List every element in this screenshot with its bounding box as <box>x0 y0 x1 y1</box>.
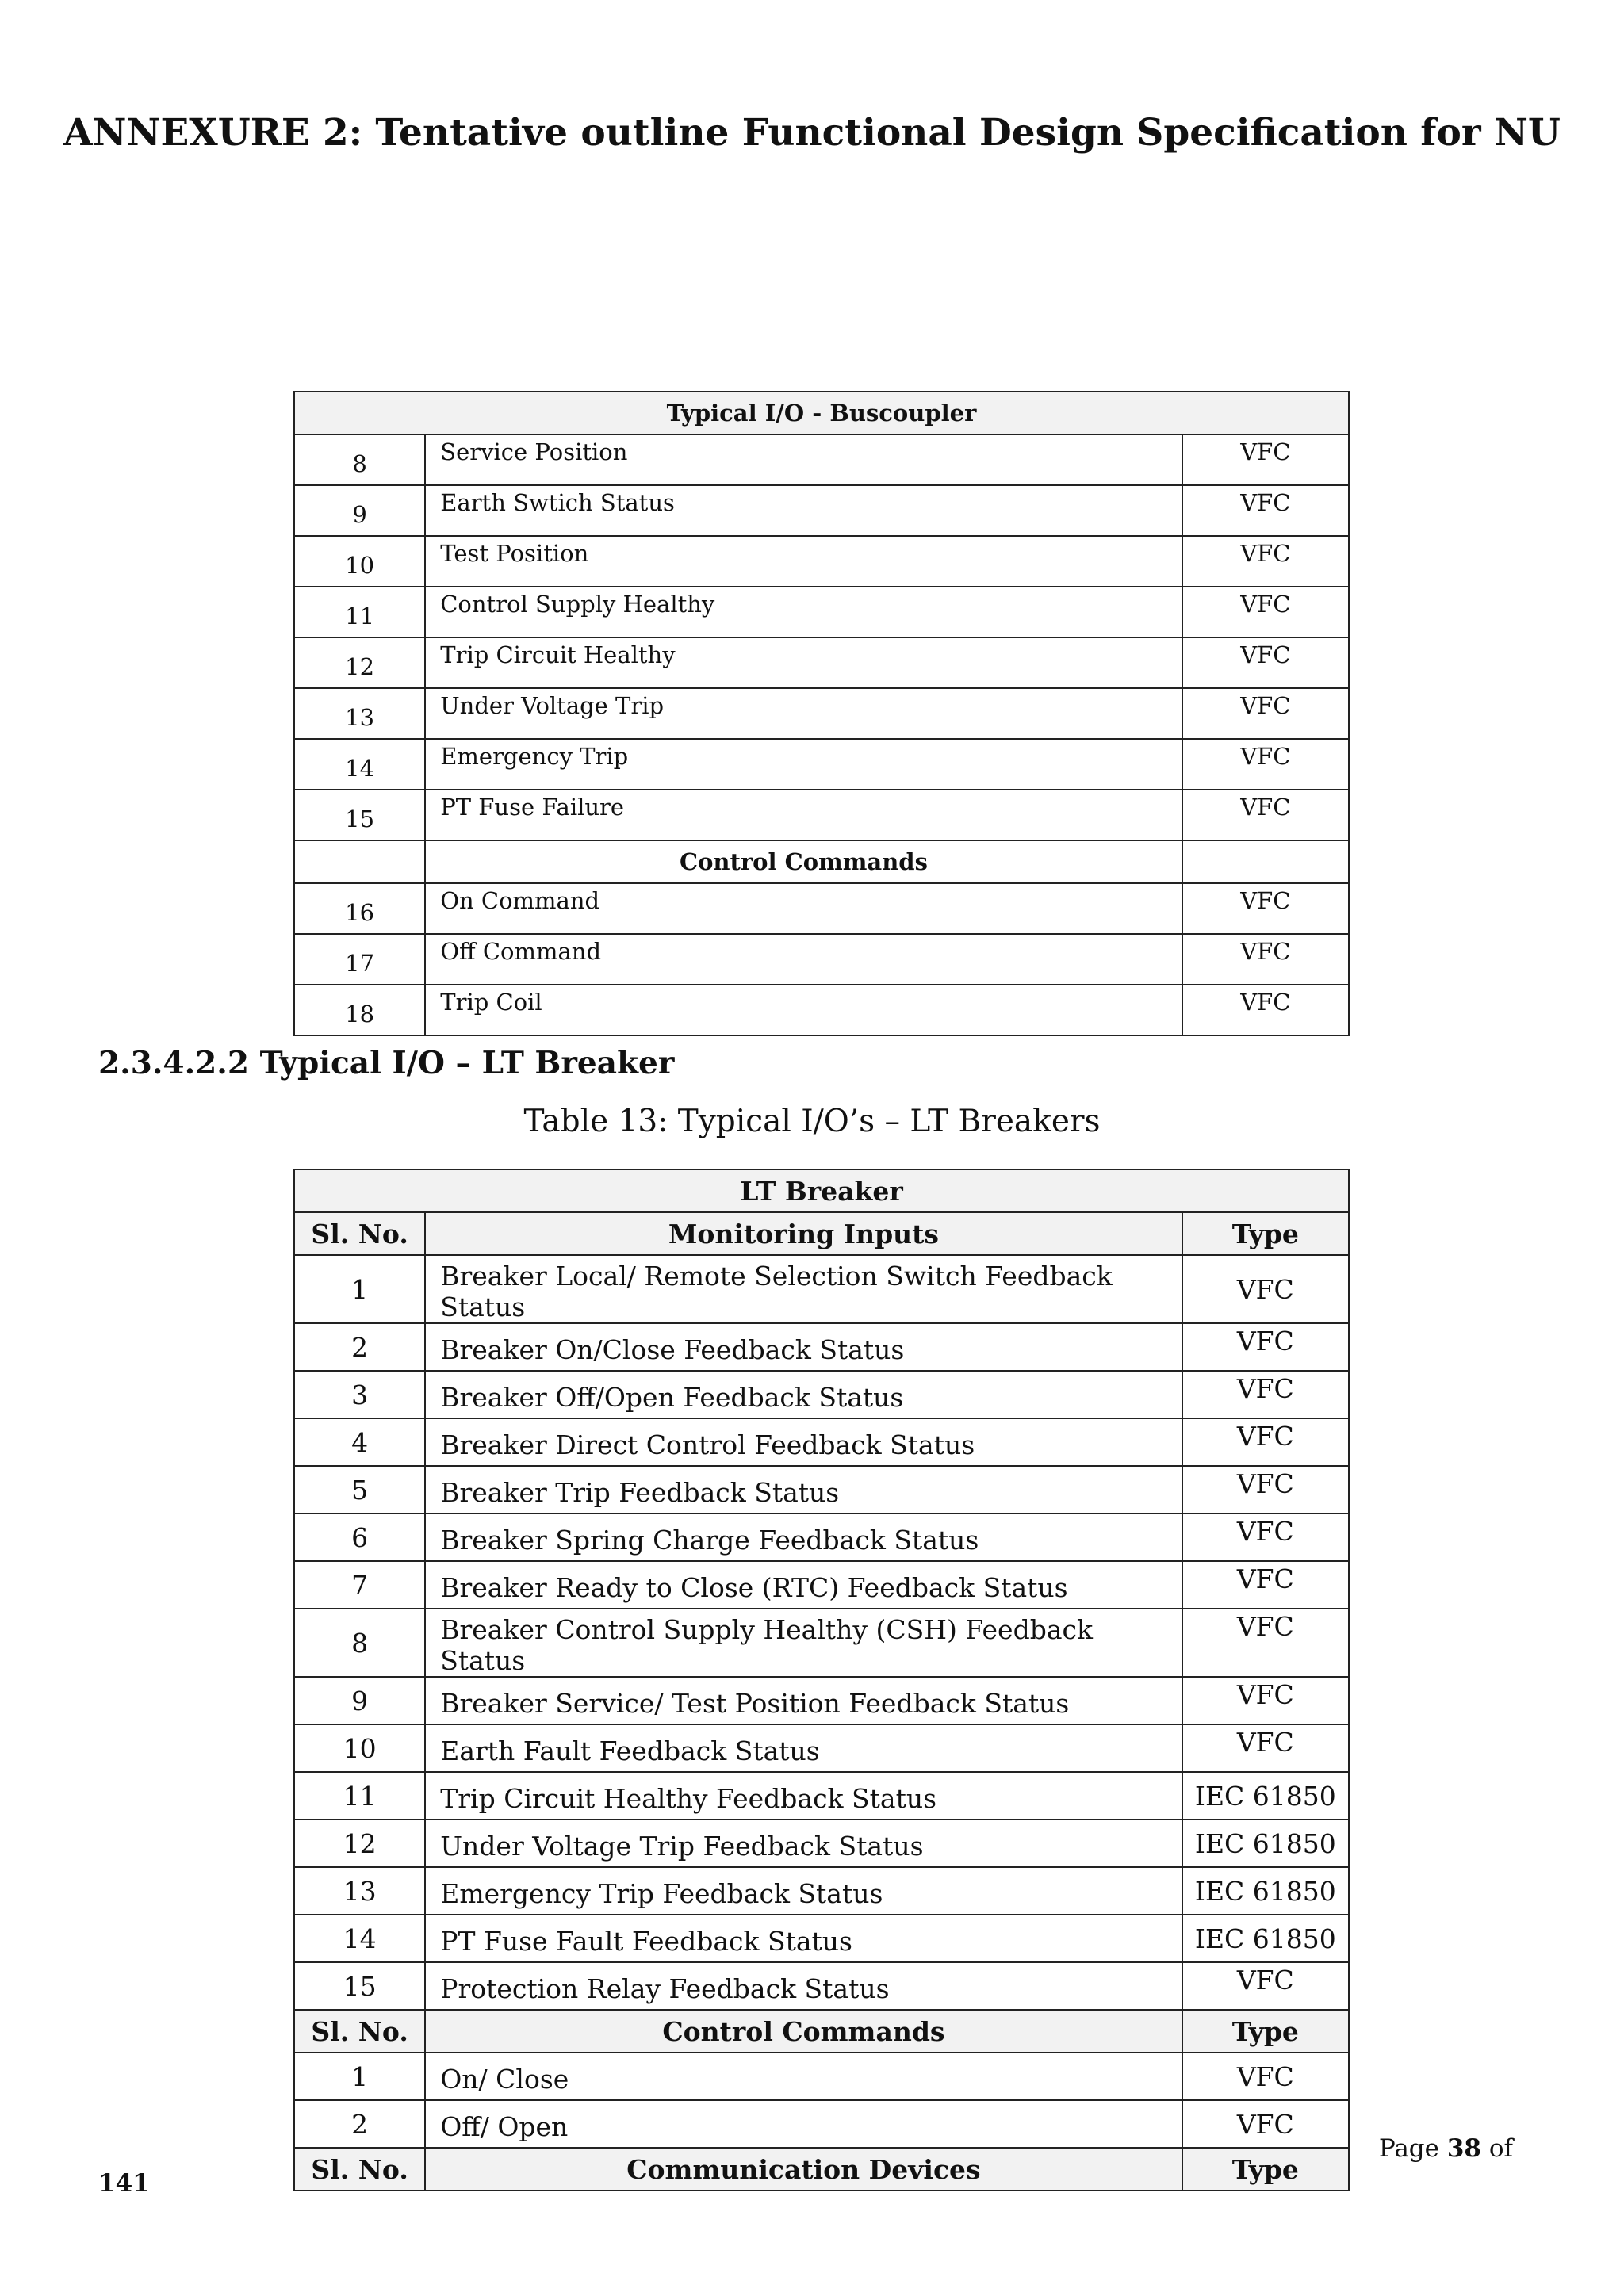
control-commands-subheader: Control Commands <box>425 840 1182 883</box>
row-number: 4 <box>294 1418 425 1466</box>
column-header-row <box>294 2148 1349 2191</box>
table-row <box>294 934 1349 985</box>
row-type: IEC 61850 <box>1182 1867 1349 1915</box>
table-subheader-row <box>294 840 1349 883</box>
row-number: 8 <box>294 1609 425 1677</box>
page-label: Page <box>1378 2134 1447 2163</box>
row-type: VFC <box>1182 790 1349 840</box>
table-row <box>294 1820 1349 1867</box>
row-type: VFC <box>1182 1513 1349 1561</box>
row-number: 2 <box>294 1323 425 1371</box>
table-row <box>294 739 1349 790</box>
row-number: 18 <box>294 985 425 1035</box>
row-type: VFC <box>1182 1609 1349 1677</box>
row-description: Emergency Trip <box>425 739 1182 790</box>
row-number: 14 <box>294 1915 425 1962</box>
row-description: Off/ Open <box>425 2100 1182 2148</box>
row-number: 8 <box>294 434 425 485</box>
row-description: Off Command <box>425 934 1182 985</box>
row-number: 17 <box>294 934 425 985</box>
table-row <box>294 1371 1349 1418</box>
row-type: VFC <box>1182 2053 1349 2100</box>
row-description: Breaker Trip Feedback Status <box>425 1466 1182 1513</box>
row-number: 11 <box>294 1772 425 1820</box>
table-row <box>294 536 1349 587</box>
row-description: Test Position <box>425 536 1182 587</box>
row-type: IEC 61850 <box>1182 1915 1349 1962</box>
col-sl-no: Sl. No. <box>294 2148 425 2191</box>
row-type: VFC <box>1182 485 1349 536</box>
row-type: VFC <box>1182 1561 1349 1609</box>
empty-cell <box>294 840 425 883</box>
row-type: VFC <box>1182 934 1349 985</box>
row-number: 13 <box>294 1867 425 1915</box>
row-description: Breaker Control Supply Healthy (CSH) Feedback Status <box>425 1609 1182 1677</box>
col-monitoring-inputs: Monitoring Inputs <box>425 1212 1182 1255</box>
row-number: 12 <box>294 1820 425 1867</box>
row-type: VFC <box>1182 1255 1349 1323</box>
row-description: Service Position <box>425 434 1182 485</box>
row-number: 13 <box>294 688 425 739</box>
row-description: Earth Fault Feedback Status <box>425 1724 1182 1772</box>
col-control-commands: Control Commands <box>425 2010 1182 2053</box>
row-description: Breaker Ready to Close (RTC) Feedback Status <box>425 1561 1182 1609</box>
table-row <box>294 790 1349 840</box>
row-description: PT Fuse Fault Feedback Status <box>425 1915 1182 1962</box>
row-type: IEC 61850 <box>1182 1820 1349 1867</box>
row-description: Breaker On/Close Feedback Status <box>425 1323 1182 1371</box>
table-row <box>294 1561 1349 1609</box>
table-row <box>294 587 1349 637</box>
buscoupler-io-table <box>293 391 1350 1036</box>
row-number: 9 <box>294 485 425 536</box>
empty-cell <box>1182 840 1349 883</box>
page-of: of <box>1481 2134 1513 2163</box>
row-description: On/ Close <box>425 2053 1182 2100</box>
row-description: Protection Relay Feedback Status <box>425 1962 1182 2010</box>
row-number: 1 <box>294 2053 425 2100</box>
section-heading: 2.3.4.2.2 Typical I/O – LT Breaker <box>98 1045 675 1081</box>
row-type: VFC <box>1182 1323 1349 1371</box>
row-type: VFC <box>1182 1724 1349 1772</box>
row-number: 3 <box>294 1371 425 1418</box>
table-row <box>294 1255 1349 1323</box>
row-type: VFC <box>1182 536 1349 587</box>
table-row <box>294 485 1349 536</box>
row-description: Earth Swtich Status <box>425 485 1182 536</box>
table-row <box>294 1724 1349 1772</box>
row-description: Breaker Local/ Remote Selection Switch Feedback Status <box>425 1255 1182 1323</box>
row-number: 12 <box>294 637 425 688</box>
table-row <box>294 1772 1349 1820</box>
table-row <box>294 1677 1349 1724</box>
row-number: 15 <box>294 790 425 840</box>
row-number: 1 <box>294 1255 425 1323</box>
table-row <box>294 637 1349 688</box>
table-row <box>294 2100 1349 2148</box>
col-sl-no: Sl. No. <box>294 2010 425 2053</box>
table-row <box>294 1466 1349 1513</box>
row-number: 10 <box>294 536 425 587</box>
row-description: Breaker Direct Control Feedback Status <box>425 1418 1182 1466</box>
total-pages: 141 <box>98 2169 150 2198</box>
row-type: VFC <box>1182 1466 1349 1513</box>
row-number: 6 <box>294 1513 425 1561</box>
row-number: 16 <box>294 883 425 934</box>
row-type: VFC <box>1182 1371 1349 1418</box>
row-type: VFC <box>1182 688 1349 739</box>
table-row <box>294 1915 1349 1962</box>
page-title: ANNEXURE 2: Tentative outline Functional Design Specification for NU <box>63 111 1561 155</box>
row-description: Trip Coil <box>425 985 1182 1035</box>
row-number: 2 <box>294 2100 425 2148</box>
column-header-row <box>294 1212 1349 1255</box>
row-number: 14 <box>294 739 425 790</box>
row-type: VFC <box>1182 587 1349 637</box>
col-communication-devices: Communication Devices <box>425 2148 1182 2191</box>
current-page: 38 <box>1446 2134 1481 2163</box>
table-row <box>294 1418 1349 1466</box>
row-description: On Command <box>425 883 1182 934</box>
lt-breaker-io-table <box>293 1169 1350 2191</box>
table-row <box>294 1609 1349 1677</box>
table-title: LT Breaker <box>294 1169 1349 1212</box>
row-description: Under Voltage Trip <box>425 688 1182 739</box>
table-row <box>294 1962 1349 2010</box>
row-description: Breaker Spring Charge Feedback Status <box>425 1513 1182 1561</box>
row-description: Emergency Trip Feedback Status <box>425 1867 1182 1915</box>
row-number: 15 <box>294 1962 425 2010</box>
row-description: Breaker Off/Open Feedback Status <box>425 1371 1182 1418</box>
row-description: Trip Circuit Healthy <box>425 637 1182 688</box>
table-row <box>294 883 1349 934</box>
table-row <box>294 1323 1349 1371</box>
row-number: 5 <box>294 1466 425 1513</box>
table-header-row <box>294 392 1349 434</box>
row-type: VFC <box>1182 1962 1349 2010</box>
row-description: PT Fuse Failure <box>425 790 1182 840</box>
row-description: Control Supply Healthy <box>425 587 1182 637</box>
table-header-row <box>294 1169 1349 1212</box>
row-type: VFC <box>1182 2100 1349 2148</box>
table-title: Typical I/O - Buscoupler <box>294 392 1349 434</box>
table-row <box>294 434 1349 485</box>
column-header-row <box>294 2010 1349 2053</box>
col-type: Type <box>1182 1212 1349 1255</box>
row-number: 9 <box>294 1677 425 1724</box>
row-type: VFC <box>1182 434 1349 485</box>
row-number: 10 <box>294 1724 425 1772</box>
row-type: VFC <box>1182 985 1349 1035</box>
row-description: Under Voltage Trip Feedback Status <box>425 1820 1182 1867</box>
row-type: VFC <box>1182 739 1349 790</box>
table-row <box>294 1513 1349 1561</box>
table-caption: Table 13: Typical I/O’s – LT Breakers <box>523 1104 1101 1139</box>
table-row <box>294 2053 1349 2100</box>
row-description: Trip Circuit Healthy Feedback Status <box>425 1772 1182 1820</box>
row-type: VFC <box>1182 637 1349 688</box>
row-type: VFC <box>1182 1677 1349 1724</box>
row-description: Breaker Service/ Test Position Feedback Status <box>425 1677 1182 1724</box>
row-type: IEC 61850 <box>1182 1772 1349 1820</box>
col-sl-no: Sl. No. <box>294 1212 425 1255</box>
table-row <box>294 985 1349 1035</box>
row-number: 11 <box>294 587 425 637</box>
page-number <box>1379 2134 1513 2163</box>
row-type: VFC <box>1182 1418 1349 1466</box>
row-type: VFC <box>1182 883 1349 934</box>
table-row <box>294 1867 1349 1915</box>
col-type: Type <box>1182 2148 1349 2191</box>
row-number: 7 <box>294 1561 425 1609</box>
table-row <box>294 688 1349 739</box>
col-type: Type <box>1182 2010 1349 2053</box>
